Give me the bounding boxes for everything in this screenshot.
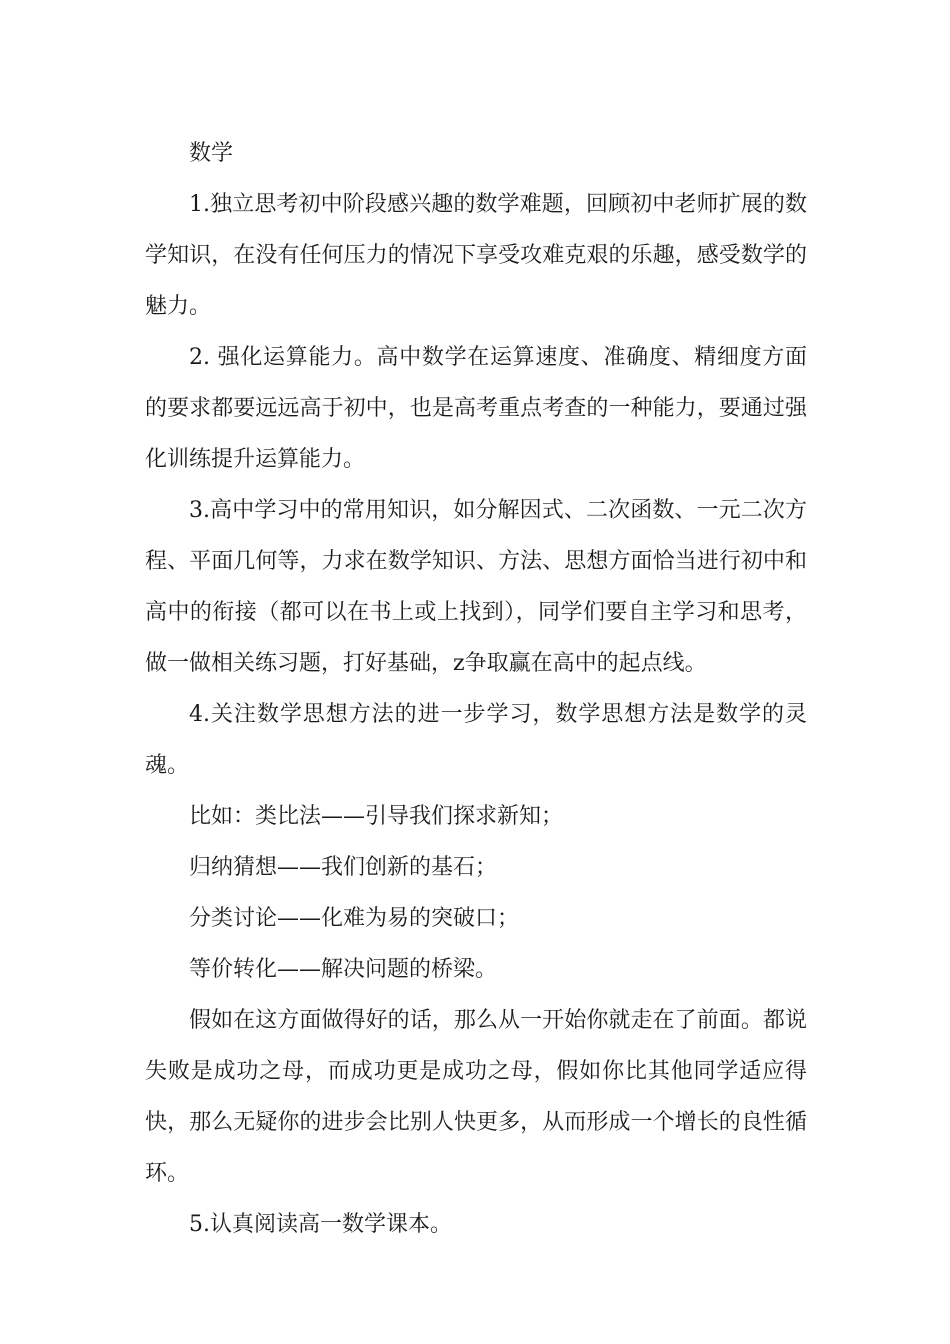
paragraph-2: 2. 强化运算能力。高中数学在运算速度、准确度、精细度方面的要求都要远远高于初中，也是高考重点考查的一种能力，要通过强化训练提升运算能力。 [145,345,807,472]
paragraph-5: 5.认真阅读高一数学课本。 [189,1212,452,1237]
paragraph-3: 3.高中学习中的常用知识，如分解因式、二次函数、一元二次方程、平面几何等，力求在数学知识、方法、思想方面恰当进行初中和高中的衔接（都可以在书上或上找到），同学们要自主学习和思考，做一做相关练习题，打好基础，z争取赢在高中的起点线。 [145,498,807,676]
paragraph-1: 1.独立思考初中阶段感兴趣的数学难题，回顾初中老师扩展的数学知识，在没有任何压力的情况下享受攻难克艰的乐趣，感受数学的魅力。 [145,192,807,319]
document-body [145,128,807,1250]
section-heading: 数学 [189,141,234,166]
example-line-transformation: 等价转化——解决问题的桥梁。 [189,957,498,982]
example-line-analogy: 比如：类比法——引导我们探求新知； [189,804,564,829]
example-line-classification: 分类讨论——化难为易的突破口； [189,906,520,931]
paragraph-summary: 假如在这方面做得好的话，那么从一开始你就走在了前面。都说失败是成功之母，而成功更是成功之母，假如你比其他同学适应得快，那么无疑你的进步会比别人快更多，从而形成一个增长的良性循环。 [145,1008,807,1186]
example-line-induction: 归纳猜想——我们创新的基石； [189,855,498,880]
paragraph-4: 4.关注数学思想方法的进一步学习，数学思想方法是数学的灵魂。 [145,702,807,778]
